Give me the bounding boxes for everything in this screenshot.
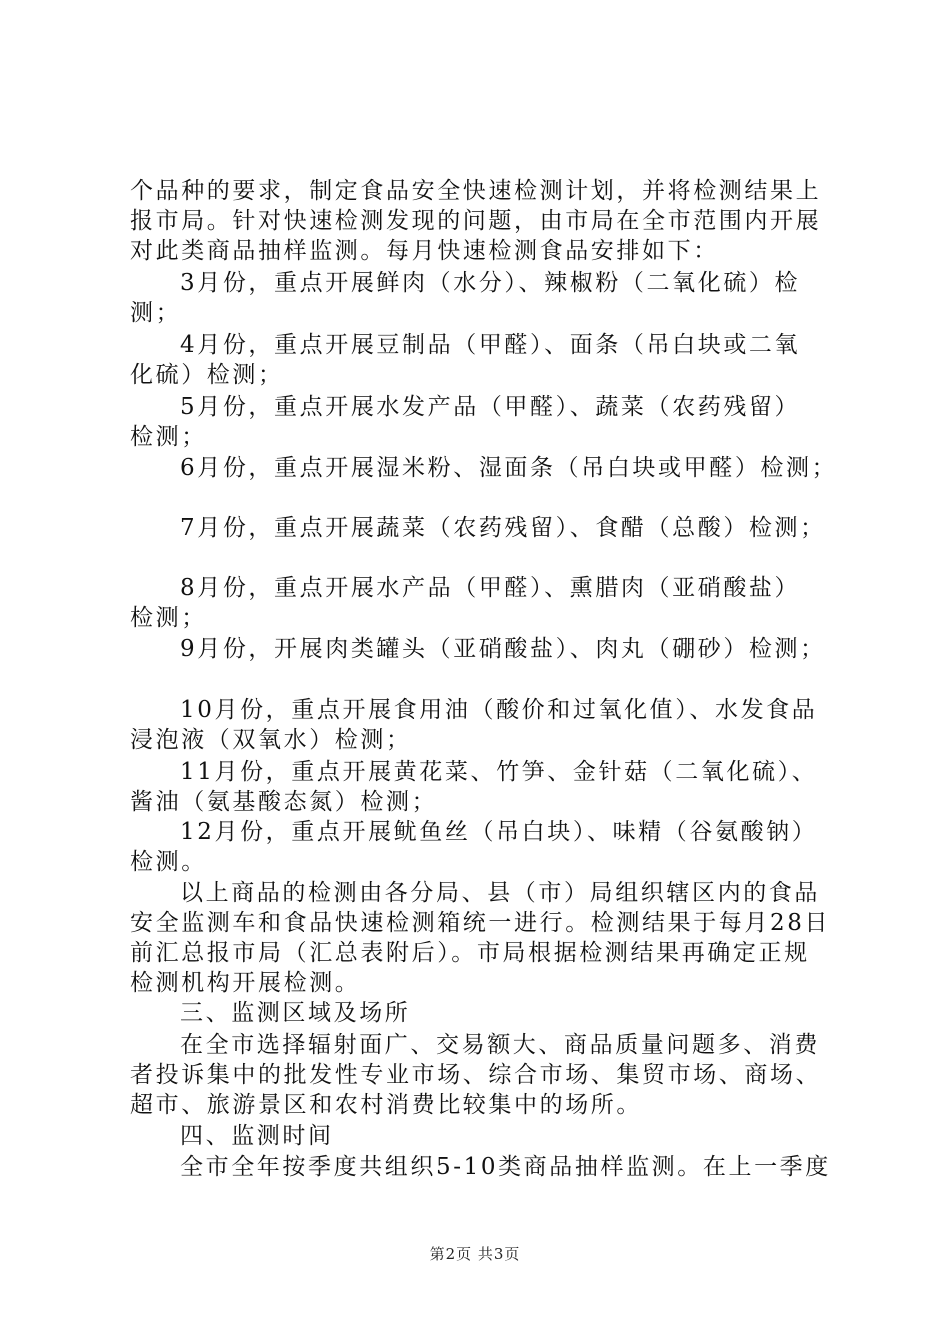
body-line: 5月份，重点开展水发产品（甲醛）、蔬菜（农药残留） (180, 394, 801, 420)
section-heading: 三、监测区域及场所 (180, 1000, 411, 1026)
page-footer: 第2页 共3页 (429, 1245, 521, 1263)
body-line: 报市局。针对快速检测发现的问题，由市局在全市范围内开展 (130, 208, 822, 234)
body-line: 10月份，重点开展食用油（酸价和过氧化值）、水发食品 (180, 697, 818, 723)
body-line: 检测； (130, 605, 207, 631)
body-line: 前汇总报市局（汇总表附后）。市局根据检测结果再确定正规 (130, 940, 810, 966)
body-line: 检测。 (130, 849, 207, 875)
body-line: 9月份，开展肉类罐头（亚硝酸盐）、肉丸（硼砂）检测； (180, 636, 826, 662)
section-heading: 四、监测时间 (180, 1123, 334, 1149)
body-line: 全市全年按季度共组织5-10类商品抽样监测。在上一季度 (180, 1154, 831, 1180)
body-line: 3月份，重点开展鲜肉（水分）、辣椒粉（二氧化硫）检 (180, 270, 801, 296)
body-line: 酱油（氨基酸态氮）检测； (130, 789, 438, 815)
body-line: 超市、旅游景区和农村消费比较集中的场所。 (130, 1092, 642, 1118)
body-line: 浸泡液（双氧水）检测； (130, 727, 412, 753)
body-line: 12月份，重点开展鱿鱼丝（吊白块）、味精（谷氨酸钠） (180, 819, 818, 845)
body-line: 检测机构开展检测。 (130, 970, 361, 996)
body-line: 测； (130, 300, 182, 326)
body-line: 化硫）检测； (130, 362, 284, 388)
body-line: 在全市选择辐射面广、交易额大、商品质量问题多、消费 (180, 1032, 820, 1058)
body-line: 4月份，重点开展豆制品（甲醛）、面条（吊白块或二氧 (180, 332, 801, 358)
body-line: 8月份，重点开展水产品（甲醛）、熏腊肉（亚硝酸盐） (180, 575, 801, 601)
body-line: 对此类商品抽样监测。每月快速检测食品安排如下： (130, 238, 719, 264)
body-line: 检测； (130, 424, 207, 450)
body-line: 安全监测车和食品快速检测箱统一进行。检测结果于每月28日 (130, 910, 831, 936)
body-line: 11月份，重点开展黄花菜、竹笋、金针菇（二氧化硫）、 (180, 759, 818, 785)
body-line: 者投诉集中的批发性专业市场、综合市场、集贸市场、商场、 (130, 1062, 822, 1088)
body-line: 个品种的要求，制定食品安全快速检测计划，并将检测结果上 (130, 178, 822, 204)
body-line: 以上商品的检测由各分局、县（市）局组织辖区内的食品 (180, 880, 820, 906)
body-line: 6月份，重点开展湿米粉、湿面条（吊白块或甲醛）检测； (180, 455, 838, 481)
body-line: 7月份，重点开展蔬菜（农药残留）、食醋（总酸）检测； (180, 515, 826, 541)
